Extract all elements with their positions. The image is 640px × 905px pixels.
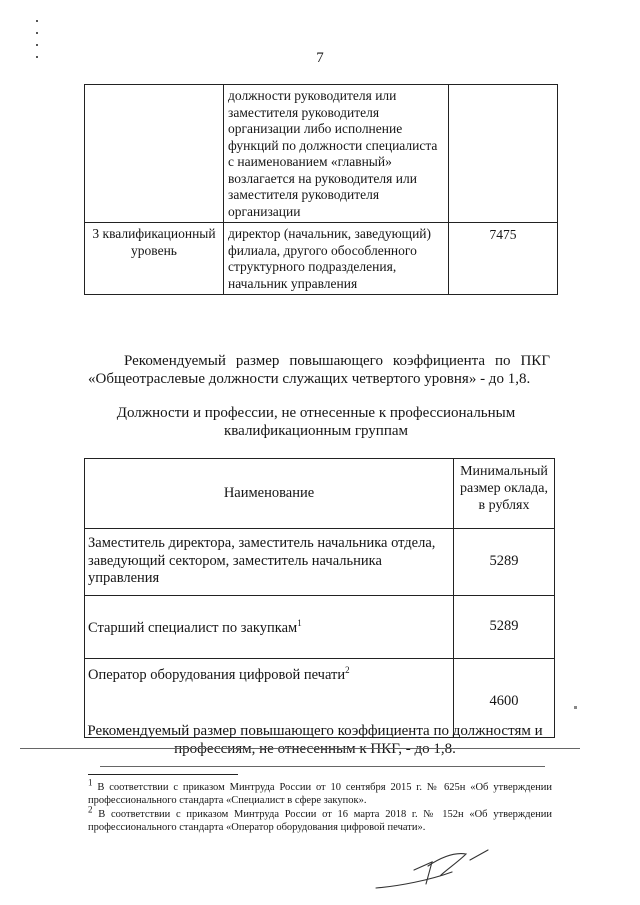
- section-heading: Должности и профессии, не отнесенные к профессиональным квалификационным группам: [116, 405, 516, 439]
- table-row: [85, 529, 555, 596]
- footnote-1: [88, 777, 552, 807]
- positions-cell: директор (начальник, заведующий) филиала, другого обособленного структурного подразделения, начальник управления: [224, 223, 449, 295]
- page-number: 7: [316, 50, 324, 66]
- position-name: Старший специалист по закупкам: [88, 620, 298, 637]
- scan-speck: [574, 706, 577, 709]
- positions-cell: должности руководителя или заместителя руководителя организации либо исполнение функций по должности специалиста с наименованием «главный» возлагается на руководителя или заместителя руководителя организации: [224, 85, 449, 223]
- table-row: [85, 85, 558, 223]
- footnote-text: В соответствии с приказом Минтруда России от 10 сентября 2015 г. № 625н «Об утверждении профессионального стандарта «Специалист в сфере закупок».: [88, 782, 552, 806]
- footnote-text: В соответствии с приказом Минтруда России от 16 марта 2018 г. № 152н «Об утверждении профессионального стандарта «Оператор оборудования цифровой печати».: [88, 809, 552, 833]
- table-row: [85, 596, 555, 659]
- salary-table-continued: [84, 84, 558, 295]
- column-header-salary: Минимальный размер оклада, в рублях: [454, 459, 555, 529]
- position-name: Оператор оборудования цифровой печати: [88, 667, 346, 683]
- footnote-2: [88, 804, 552, 834]
- scan-line: [100, 766, 545, 767]
- position-name-cell: [85, 529, 454, 596]
- footnote-separator: [88, 774, 238, 775]
- footnote-ref: 2: [345, 665, 350, 676]
- column-header-name: Наименование: [85, 459, 454, 529]
- positions-salary-table: [84, 458, 555, 738]
- salary-cell: 7475: [449, 223, 558, 295]
- position-name: Заместитель директора, заместитель начальника отдела, заведующий сектором, заместитель начальника управления: [88, 535, 436, 586]
- salary-cell: 5289: [454, 529, 555, 596]
- signature: [370, 840, 510, 898]
- table-header-row: [85, 459, 555, 529]
- footnote-mark: 2: [88, 804, 93, 815]
- coefficient-paragraph: Рекомендуемый размер повышающего коэффициента по ПКГ «Общеотраслевые должности служащих четвертого уровня» - до 1,8.: [88, 353, 550, 387]
- coefficient-paragraph-2: Рекомендуемый размер повышающего коэффициента по должностям и профессиям, не отнесенным к ПКГ, - до 1,8.: [87, 723, 543, 757]
- footnote-ref: 1: [297, 618, 302, 629]
- footnote-mark: 1: [88, 777, 93, 788]
- table-row: [85, 223, 558, 295]
- salary-cell: 5289: [454, 596, 555, 659]
- position-name-cell: [85, 596, 454, 659]
- scan-line: [20, 748, 580, 749]
- salary-cell: 4600: [454, 659, 555, 738]
- salary-cell: [449, 85, 558, 223]
- qualification-level-cell: 3 квалификационный уровень: [85, 223, 224, 295]
- qualification-level-cell: [85, 85, 224, 223]
